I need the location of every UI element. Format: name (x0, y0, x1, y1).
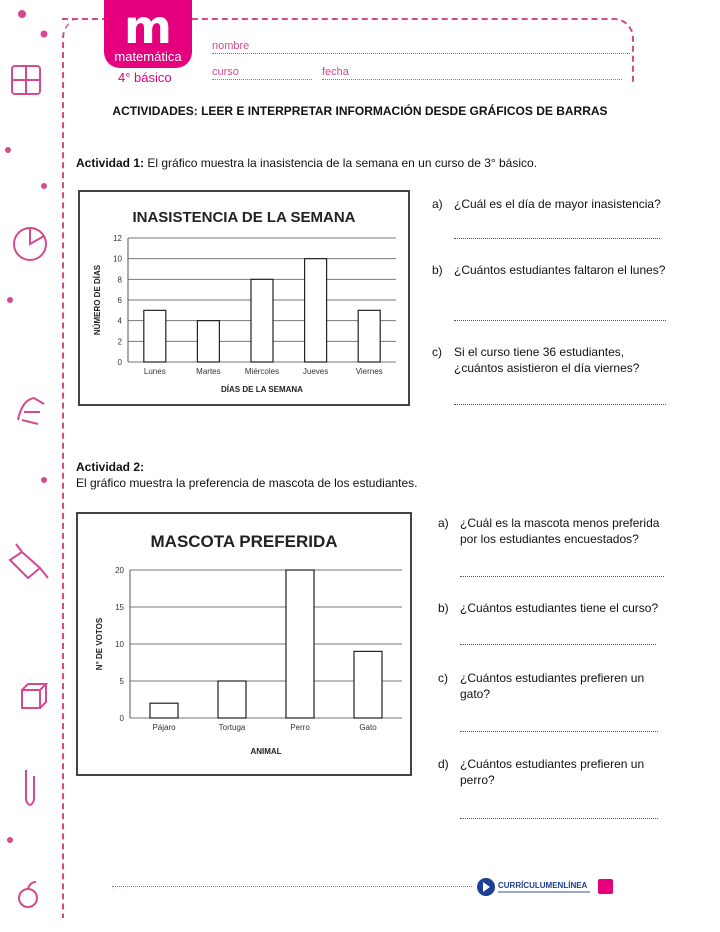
question-label: d) (438, 757, 449, 771)
bar (354, 651, 382, 718)
course-label: curso (212, 66, 239, 78)
bar (305, 259, 327, 362)
pet-chart (78, 514, 410, 774)
bar (144, 310, 166, 362)
x-tick-label: Martes (196, 367, 221, 376)
activity1-heading: Actividad 1: (76, 156, 145, 170)
logo-letter: m (124, 0, 172, 54)
question-text: ¿Cuántos estudiantes prefieren un perro? (460, 757, 645, 787)
activity1-intro (76, 156, 537, 170)
dot-icon (42, 478, 46, 482)
question-text: Si el curso tiene 36 estudiantes, ¿cuántos asistieron el día viernes? (454, 345, 640, 375)
y-tick-label: 10 (115, 640, 124, 649)
name-label: nombre (212, 40, 250, 52)
bar (358, 310, 380, 362)
bar (197, 321, 219, 362)
question-label: b) (438, 601, 449, 615)
answer-line[interactable] (454, 320, 666, 321)
dot-icon (8, 298, 12, 302)
cube-icon (22, 690, 40, 708)
y-tick-label: 20 (115, 566, 124, 575)
subject-logo (104, 0, 192, 68)
logo-text: matemática (114, 49, 182, 64)
y-tick-label: 12 (113, 234, 122, 243)
date-field[interactable] (322, 79, 622, 80)
apple-icon (19, 889, 37, 907)
activity1-text: El gráfico muestra la inasistencia de la semana en un curso de 3° básico. (144, 156, 538, 170)
dot-icon (6, 148, 10, 152)
x-tick-label: Viernes (355, 367, 383, 376)
dot-icon (42, 32, 47, 37)
x-tick-label: Perro (290, 723, 310, 732)
y-tick-label: 8 (117, 275, 122, 285)
question-text: ¿Cuántos estudiantes faltaron el lunes? (454, 263, 666, 277)
x-axis-label: DÍAS DE LA SEMANA (221, 385, 303, 394)
answer-line[interactable] (460, 644, 656, 645)
course-field[interactable] (212, 79, 312, 80)
candy-icon (10, 544, 48, 578)
y-tick-label: 2 (117, 337, 122, 347)
hand-icon (18, 398, 44, 424)
y-axis-label: N° DE VOTOS (95, 617, 104, 671)
bar (150, 703, 178, 718)
question-label: c) (438, 671, 448, 685)
brand-square-icon (598, 879, 613, 894)
question-text: ¿Cuál es el día de mayor inasistencia? (454, 197, 661, 211)
clip-icon (26, 770, 34, 805)
x-tick-label: Pájaro (152, 723, 176, 732)
question-text: ¿Cuántos estudiantes prefieren un gato? (460, 671, 645, 701)
dot-icon (42, 184, 46, 188)
x-tick-label: Jueves (302, 367, 329, 376)
answer-line[interactable] (460, 818, 658, 819)
question-label: b) (432, 263, 443, 277)
sidebar-decorations (0, 0, 60, 932)
question-label: a) (432, 197, 443, 211)
y-tick-label: 4 (117, 316, 122, 326)
page-title: ACTIVIDADES: LEER E INTERPRETAR INFORMACIÓN DESDE GRÁFICOS DE BARRAS (112, 104, 608, 118)
question-label: a) (438, 516, 449, 530)
answer-line[interactable] (460, 576, 664, 577)
x-axis-label: ANIMAL (250, 747, 282, 756)
y-tick-label: 5 (119, 677, 124, 686)
chart2-frame (76, 512, 412, 776)
name-field[interactable] (212, 53, 630, 54)
bar (251, 279, 273, 362)
y-tick-label: 15 (115, 603, 124, 612)
activity2-text: El gráfico muestra la preferencia de mascota de los estudiantes. (76, 476, 418, 490)
absence-chart (80, 192, 408, 404)
curriculum-logo (476, 876, 596, 898)
footer-rule (112, 886, 472, 887)
grade-label: 4° básico (118, 70, 172, 85)
chart-title: INASISTENCIA DE LA SEMANA (132, 209, 356, 226)
answer-line[interactable] (460, 731, 658, 732)
bar (286, 570, 314, 718)
question-text: ¿Cuál es la mascota menos preferida por los estudiantes encuestados? (460, 516, 660, 546)
dot-icon (19, 11, 25, 17)
date-label: fecha (322, 66, 349, 78)
x-tick-label: Miércoles (244, 367, 280, 376)
y-tick-label: 10 (113, 254, 122, 264)
y-tick-label: 6 (117, 296, 122, 305)
x-tick-label: Tortuga (218, 723, 246, 732)
question-text: ¿Cuántos estudiantes tiene el curso? (460, 601, 659, 615)
dot-icon (8, 838, 12, 842)
chart1-frame (78, 190, 410, 406)
chart-title: MASCOTA PREFERIDA (150, 532, 338, 551)
y-axis-label: NÚMERO DE DÍAS (93, 264, 102, 336)
question-label: c) (432, 345, 442, 359)
x-tick-label: Lunes (143, 367, 166, 376)
footer-brand: CURRÍCULUMENLÍNEA (498, 881, 588, 890)
answer-line[interactable] (454, 238, 660, 239)
answer-line[interactable] (454, 404, 666, 405)
bar (218, 681, 246, 718)
activity2-heading: Actividad 2: (76, 460, 145, 474)
y-tick-label: 0 (117, 358, 122, 367)
y-tick-label: 0 (119, 714, 124, 723)
x-tick-label: Gato (359, 723, 377, 732)
